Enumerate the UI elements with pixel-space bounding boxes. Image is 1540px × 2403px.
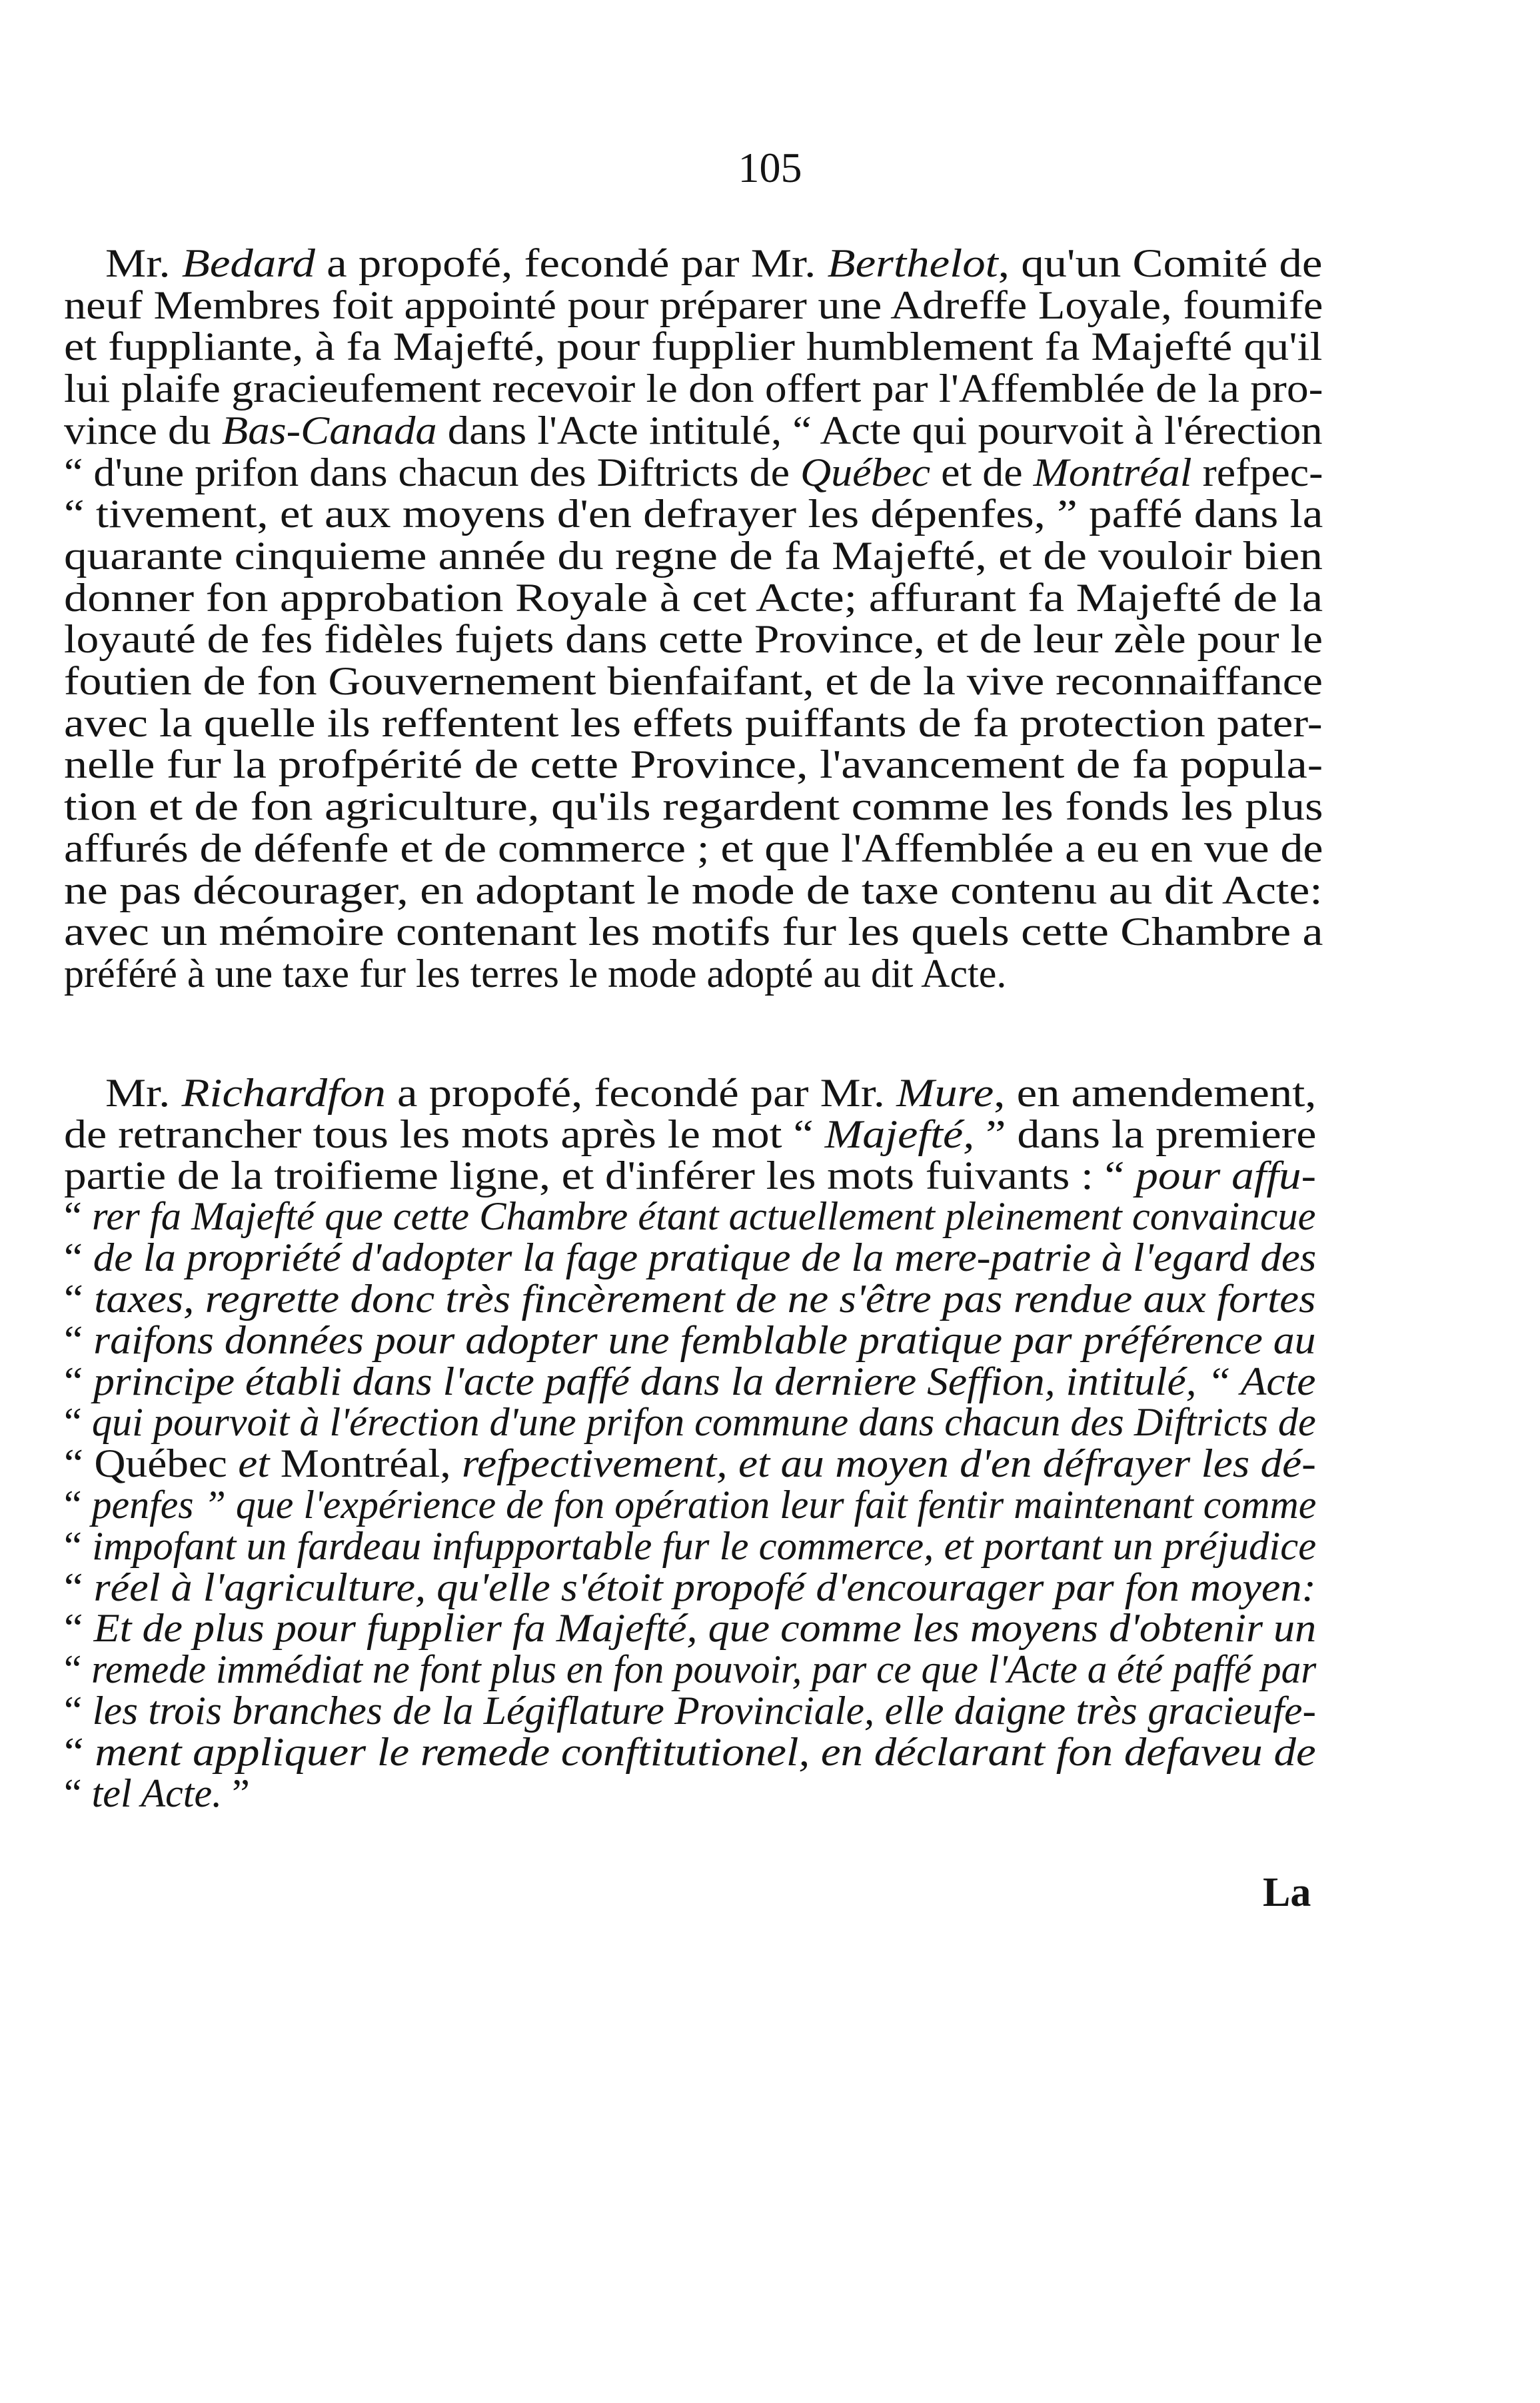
text-run: et de <box>930 450 1034 494</box>
text-run: tion et de fon agriculture, qu'ils regardent comme les fonds les plus <box>64 784 1323 829</box>
italic-run: Montréal <box>1033 450 1192 494</box>
italic-run: Québec <box>800 450 931 494</box>
italic-run: ment appliquer le remede conftitutionel, en déclarant fon defaveu de <box>95 1729 1316 1774</box>
text-line <box>64 742 1323 787</box>
text-line <box>64 1523 1317 1568</box>
text-line <box>64 1485 1316 1525</box>
text-line <box>64 617 1323 662</box>
text-line <box>64 661 1323 701</box>
italic-run: rer fa Majefté que cette Chambre étant actuellement pleinement convaincue <box>92 1194 1316 1239</box>
text-line <box>105 1073 1316 1113</box>
text-run: “ <box>64 1317 94 1362</box>
text-line <box>64 1279 1315 1319</box>
text-line <box>64 1153 1317 1198</box>
text-line <box>64 870 1323 910</box>
text-run: ne pas décourager, en adoptant le mode de taxe contenu au dit Acte: <box>64 868 1323 912</box>
text-line <box>64 1317 1316 1362</box>
text-line <box>64 575 1323 620</box>
text-run: , qu'un Comité de <box>998 241 1323 285</box>
italic-run: pour affu- <box>1136 1153 1317 1198</box>
text-line <box>64 1400 1316 1445</box>
text-run: “ <box>64 1194 93 1239</box>
italic-run: tel Acte. <box>91 1771 223 1815</box>
text-run: “ <box>64 1647 92 1692</box>
text-run: avec la quelle ils reffentent les effets puiffants de fa protection pater- <box>64 700 1323 745</box>
italic-run: Bas-Canada <box>221 408 437 452</box>
text-run: a propofé, fecondé par Mr. <box>385 1071 897 1115</box>
italic-run: penfes ” que l'expérience de fon opération leur fait fentir maintenant comme <box>91 1483 1317 1527</box>
text-run: “ <box>64 1359 94 1403</box>
text-run: foutien de fon Gouvernement bienfaifant, et de la vive reconnaiffance <box>64 659 1323 703</box>
text-line <box>64 1361 1316 1401</box>
italic-run: Et de plus pour fupplier fa Majefté, que comme les moyens d'obtenir un <box>93 1606 1317 1651</box>
italic-run: réel à l'agriculture, qu'elle s'étoit propofé d'encourager par fon moyen: <box>93 1565 1316 1609</box>
italic-run: Majefté, <box>824 1112 975 1156</box>
italic-run: principe établi dans l'acte paffé dans la derniere Seffion, intitulé, “ Acte <box>93 1359 1316 1403</box>
italic-run: les trois branches de la Légiflature Provinciale, elle daigne très gracieufe- <box>92 1689 1316 1733</box>
italic-run: qui pourvoit à l'érection d'une prifon commune dans chacun des Diftricts de <box>91 1400 1316 1445</box>
text-line <box>64 1647 1317 1692</box>
italic-run: Mure <box>896 1071 994 1115</box>
italic-run: impofant un fardeau infupportable fur le commerce, et portant un préjudice <box>92 1523 1317 1568</box>
text-run: neuf Membres foit appointé pour préparer une Adreffe Loyale, foumife <box>64 283 1323 327</box>
text-line <box>64 410 1323 450</box>
text-run: “ <box>64 1565 94 1609</box>
text-run: “ <box>64 1235 93 1280</box>
text-line <box>64 951 1007 996</box>
text-run: a propofé, fecondé par Mr. <box>315 241 828 285</box>
text-line <box>64 912 1323 952</box>
italic-run: refpectivement, et au moyen d'en défrayer les dé- <box>462 1441 1316 1486</box>
italic-run: de la propriété d'adopter la fage pratique de la mere-patrie à l'egard des <box>93 1235 1317 1280</box>
text-run: quarante cinquieme année du regne de fa Majefté, et de vouloir bien <box>64 533 1323 578</box>
text-run: nelle fur la profpérité de cette Province, l'avancement de fa popula- <box>64 742 1323 787</box>
text-line <box>64 452 1323 492</box>
text-run: préféré à une taxe fur les terres le mode adopté au dit Acte. <box>64 951 1007 996</box>
text-line <box>64 828 1323 868</box>
text-run: refpec- <box>1191 450 1323 494</box>
text-line <box>64 1729 1316 1774</box>
text-line <box>64 494 1323 534</box>
text-run: et fuppliante, à fa Majefté, pour fupplier humblement fa Majefté qu'il <box>64 325 1323 369</box>
text-run: partie de la troifieme ligne, et d'inférer les mots fuivants : “ <box>64 1153 1136 1198</box>
text-line <box>105 243 1322 283</box>
text-line <box>64 1567 1316 1607</box>
text-line <box>64 1606 1317 1651</box>
text-run: “ <box>64 1483 92 1527</box>
text-line <box>64 1691 1316 1731</box>
text-line <box>64 1194 1316 1239</box>
italic-run: Bedard <box>181 241 315 285</box>
text-run: de retrancher tous les mots après le mot “ <box>64 1112 825 1156</box>
text-run: vince du <box>64 408 222 452</box>
text-run: “ tivement, et aux moyens d'en defrayer les dépenfes, ” paffé dans la <box>64 492 1323 536</box>
text-line <box>64 285 1323 325</box>
text-line <box>64 700 1323 745</box>
text-line <box>64 327 1322 367</box>
text-run: “ d'une prifon dans chacun des Diftricts de <box>64 450 800 494</box>
text-line <box>64 1114 1316 1154</box>
text-run: “ <box>64 1523 93 1568</box>
text-line <box>64 1441 1316 1486</box>
text-run: Mr. <box>105 1071 182 1115</box>
text-run: Mr. <box>105 241 182 285</box>
text-run: “ Québec <box>64 1441 239 1486</box>
text-run: dans l'Acte intitulé, “ Acte qui pourvoit à l'érection <box>436 408 1323 452</box>
text-run: “ <box>64 1400 92 1445</box>
text-run: donner fon approbation Royale à cet Acte; affurant fa Majefté de la <box>64 575 1323 620</box>
italic-run: remede immédiat ne font plus en fon pouvoir, par ce que l'Acte a été paffé par <box>91 1647 1317 1692</box>
italic-run: Berthelot <box>827 241 998 285</box>
italic-run: Richardfon <box>181 1071 386 1115</box>
text-run: avec un mémoire contenant les motifs fur les quels cette Chambre a <box>64 910 1323 954</box>
text-line <box>64 784 1323 829</box>
text-run: “ <box>64 1606 94 1651</box>
text-line <box>64 1773 250 1813</box>
text-run: “ <box>64 1729 95 1774</box>
italic-run: raifons données pour adopter une femblable pratique par préférence au <box>93 1317 1316 1362</box>
text-line <box>64 1235 1317 1280</box>
text-run: loyauté de fes fidèles fujets dans cette Province, et de leur zèle pour le <box>64 617 1323 662</box>
text-run: , en amendement, <box>994 1071 1317 1115</box>
italic-run: et <box>238 1441 270 1486</box>
text-run: “ <box>64 1689 93 1733</box>
text-run: ” dans la premiere <box>974 1112 1317 1156</box>
page-number: 105 <box>738 144 802 191</box>
italic-run: taxes, regrette donc très fincèrement de ne s'être pas rendue aux fortes <box>94 1277 1316 1321</box>
text-run: “ <box>64 1771 92 1815</box>
text-line <box>64 367 1323 411</box>
text-run: affurés de défenfe et de commerce ; et que l'Affemblée a eu en vue de <box>64 826 1323 870</box>
text-run: ” <box>222 1771 250 1815</box>
catchword: La <box>1263 1870 1311 1915</box>
text-run: Montréal, <box>269 1441 462 1486</box>
text-line <box>64 533 1323 578</box>
text-run: “ <box>64 1277 95 1321</box>
text-run: lui plaife gracieufement recevoir le don offert par l'Affemblée de la pro- <box>64 367 1323 411</box>
